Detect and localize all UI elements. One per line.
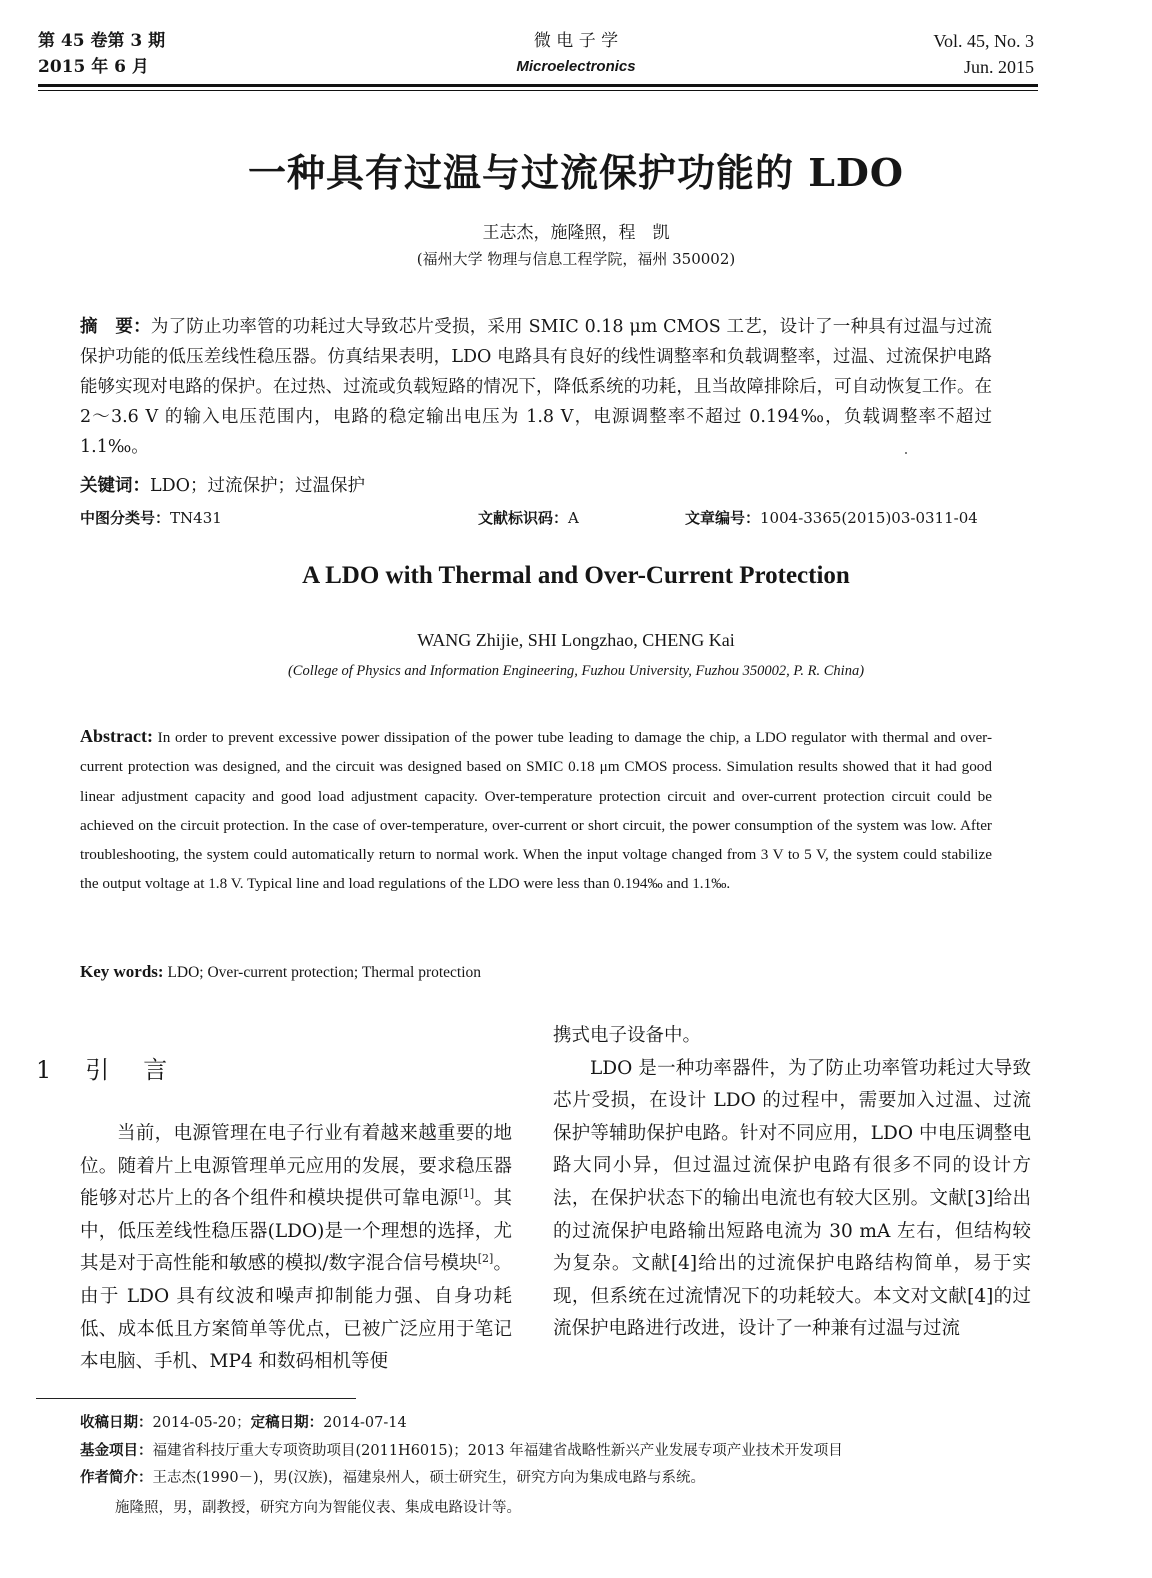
section-title: 引言	[85, 1056, 202, 1084]
final-label: 定稿日期：	[250, 1415, 324, 1431]
body-paragraph	[80, 1118, 512, 1379]
abstract-en-label: Abstract:	[80, 726, 153, 746]
keywords-cn-label: 关键词：	[80, 476, 150, 496]
document-code	[478, 505, 579, 531]
abstract-en	[80, 722, 992, 899]
keywords-en-label: Key words:	[80, 962, 164, 981]
bio-label: 作者简介：	[80, 1470, 153, 1486]
footnote-author-bio	[80, 1465, 1060, 1492]
date-en: Jun. 2015	[963, 57, 1034, 77]
bio-value: 王志杰(1990－)，男(汉族)，福建泉州人，硕士研究生，研究方向为集成电路与系统。	[152, 1470, 706, 1486]
body-text: 。其中，低压差线性稳压器(LDO)是一个理想的选择，尤其是对于高性能和敏感的模拟/数字混合信号模块	[80, 1188, 512, 1275]
affiliation-en: (College of Physics and Information Engineering, Fuzhou University, Fuzhou 350002, P. R. China)	[287, 663, 865, 679]
header-right	[933, 28, 1034, 80]
body-paragraph: LDO 是一种功率器件，为了防止功率管功耗过大导致芯片受损，在设计 LDO 的过程中，需要加入过温、过流保护等辅助保护电路。针对不同应用，LDO 中电压调整电路大同小异，但过温过流保护电路有很多不同的设计方法，在保护状态下的输出电流也有较大区别。文献[3]给出的过流保护电路输出短路电流为 30 mA 左右，但结构较为复杂。文献[4]给出的过流保护电路结构简单，易于实现，但系统在过流情况下的功耗较大。本文对文献[4]的过流保护电路进行改进，设计了一种兼有过温与过流	[553, 1057, 1031, 1340]
affiliation-cn: (福州大学 物理与信息工程学院，福州 350002)	[416, 250, 736, 268]
received-date: 2014-05-20；	[152, 1415, 251, 1431]
footnote-author-bio-2: 施隆照，男，副教授，研究方向为智能仪表、集成电路设计等。	[115, 1500, 521, 1516]
footnote-funding	[80, 1438, 1060, 1465]
abstract-en-text: In order to prevent excessive power dissipation of the power tube leading to damage the chip, a LDO regulator with thermal and over-current protection was designed, and the circuit was designed based on SMIC 0.18 μm CMOS process. Simulation results showed that it had good linear adjustment capacity and good load adjustment capacity. Over-temperature protection circuit and over-current protection circuit could be achieved on the circuit protection. In the case of over-temperature, over-current or short circuit, the power consumption of the system was low. After troubleshooting, the system could automatically return to normal work. When the input voltage changed from 3 V to 5 V, the system could stabilize the output voltage at 1.8 V. Typical line and load regulations of the LDO were less than 0.194‰ and 1.1‰.	[80, 729, 992, 893]
document-code-value: A	[568, 509, 579, 527]
keywords-en	[80, 958, 992, 987]
clc-label: 中图分类号：	[80, 509, 171, 527]
body-column-left	[80, 1118, 512, 1379]
body-text: 。由于 LDO 具有纹波和噪声抑制能力强、自身功耗低、成本低且方案简单等优点，已被广泛应用于笔记本电脑、手机、MP4 和数码相机等便	[80, 1253, 512, 1373]
document-code-label: 文献标识码：	[478, 509, 569, 527]
date-cn: 2015 年 6 月	[38, 57, 149, 77]
article-id	[685, 505, 978, 531]
citation: [2]	[477, 1252, 494, 1266]
authors-en: WANG Zhijie, SHI Longzhao, CHENG Kai	[417, 630, 735, 650]
body-column-right	[553, 1020, 1031, 1346]
citation: [1]	[458, 1187, 475, 1201]
keywords-cn	[80, 472, 992, 500]
title-en: A LDO with Thermal and Over-Current Protection	[302, 562, 850, 589]
article-id-label: 文章编号：	[685, 509, 761, 527]
title-cn: 一种具有过温与过流保护功能的 LDO	[247, 150, 904, 195]
abstract-cn-text: 为了防止功率管的功耗过大导致芯片受损，采用 SMIC 0.18 μm CMOS 工艺，设计了一种具有过温与过流保护功能的低压差线性稳压器。仿真结果表明，LDO 电路具有良好的线性调整率和负载调整率，过温、过流保护电路能够实现对电路的保护。在过热、过流或负载短路的情况下，降低系统的功耗，且当故障排除后，可自动恢复工作。在 2～3.6 V 的输入电压范围内，电路的稳定输出电压为 1.8 V，电源调整率不超过 0.194‰，负载调整率不超过 1.1‰。	[80, 317, 992, 457]
fund-label: 基金项目：	[80, 1443, 153, 1459]
abstract-cn-label: 摘 要：	[80, 317, 151, 337]
keywords-en-text: LDO; Over-current protection; Thermal protection	[167, 964, 482, 981]
scan-speck	[905, 452, 907, 454]
section-heading	[36, 1050, 201, 1085]
volume-issue-cn: 第 45 卷第 3 期	[38, 31, 166, 51]
clc-value: TN431	[170, 509, 222, 527]
volume-issue-en: Vol. 45, No. 3	[933, 31, 1034, 51]
footnote-rule	[36, 1398, 356, 1399]
footnote-dates	[80, 1410, 1060, 1437]
clc-number	[80, 505, 222, 531]
journal-name-en: Microelectronics	[516, 58, 636, 75]
header-rule-thin	[38, 90, 1038, 91]
abstract-cn	[80, 312, 992, 462]
journal-name-cn: 微 电 子 学	[533, 31, 619, 51]
body-paragraph-continued: 携式电子设备中。	[553, 1025, 702, 1046]
body-text: 当前，电源管理在电子行业有着越来越重要的地位。随着片上电源管理单元应用的发展，要求稳压器能够对芯片上的各个组件和模块提供可靠电源	[80, 1123, 512, 1210]
section-number: 1	[36, 1056, 86, 1084]
keywords-cn-text: LDO；过流保护；过温保护	[150, 476, 365, 496]
final-date: 2014-07-14	[323, 1415, 407, 1431]
header-rule	[38, 84, 1038, 87]
received-label: 收稿日期：	[80, 1415, 153, 1431]
fund-value: 福建省科技厅重大专项资助项目(2011H6015)；2013 年福建省战略性新兴产业发展专项产业技术开发项目	[152, 1443, 843, 1459]
authors-cn: 王志杰，施隆照，程 凯	[482, 223, 670, 243]
article-id-value: 1004-3365(2015)03-0311-04	[760, 509, 978, 527]
